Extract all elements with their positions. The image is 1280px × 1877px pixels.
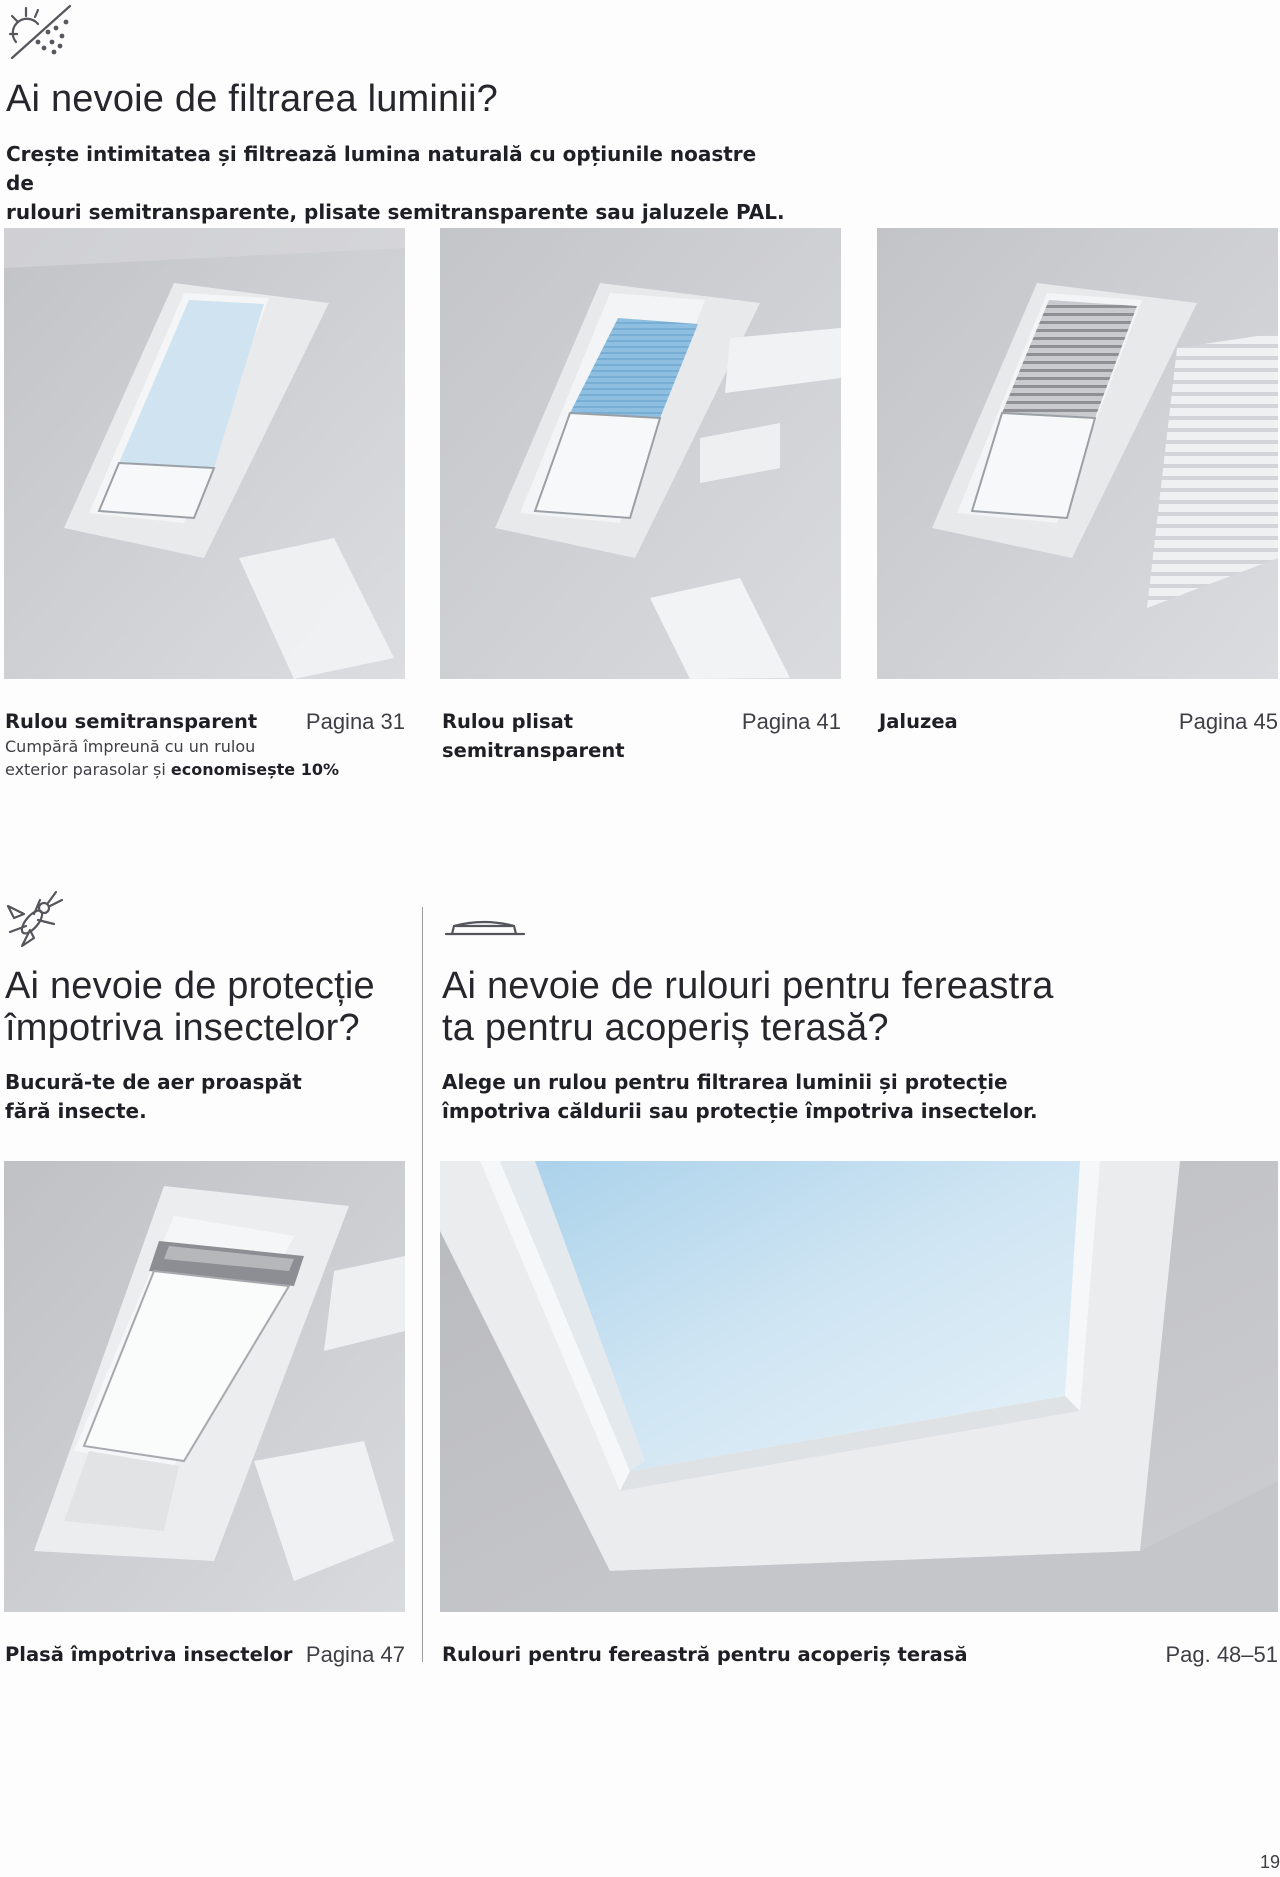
flat-roof-window-icon: [442, 912, 526, 940]
section-lead-light: Crește intimitatea și filtrează lumina naturală cu opțiunile noastre de rulouri semitransparente, plisate semitransparente sau jaluzele PAL.: [6, 142, 785, 224]
section-divider: [422, 907, 423, 1662]
section-title-insects: Ai nevoie de protecție împotriva insectelor?: [5, 965, 375, 1049]
page-ref-roller-blind[interactable]: Pagina 31: [305, 709, 405, 734]
product-name-roller-blind[interactable]: Rulou semitransparent: [5, 710, 258, 733]
insect-icon: [4, 888, 64, 950]
section-lead-insects: Bucură-te de aer proaspăt fără insecte.: [5, 1070, 302, 1123]
product-name-insect-screen[interactable]: Plasă împotriva insectelor: [5, 1643, 293, 1666]
product-name-pleated-blind[interactable]: Rulou plisat semitransparent: [442, 710, 625, 762]
page-ref-flat-roof-blinds[interactable]: Pag. 48–51: [1165, 1642, 1278, 1667]
photo-roller-blind: [4, 228, 405, 679]
photo-venetian-blind: [877, 228, 1278, 679]
product-name-venetian-blind[interactable]: Jaluzea: [879, 710, 958, 733]
sun-filter-icon: [8, 2, 72, 62]
page-ref-pleated-blind[interactable]: Pagina 41: [741, 709, 841, 734]
page-ref-insect-screen[interactable]: Pagina 47: [305, 1642, 405, 1667]
photo-insect-screen: [4, 1161, 405, 1612]
section-title-flat-roof: Ai nevoie de rulouri pentru fereastra ta pentru acoperiș terasă?: [442, 965, 1054, 1049]
photo-pleated-blind: [440, 228, 841, 679]
product-name-flat-roof-blinds[interactable]: Rulouri pentru fereastră pentru acoperiș terasă: [442, 1643, 968, 1666]
page-number: 19: [1259, 1852, 1280, 1872]
page-ref-venetian-blind[interactable]: Pagina 45: [1178, 709, 1278, 734]
photo-flat-roof-window: [440, 1161, 1278, 1612]
section-title-light: Ai nevoie de filtrarea luminii?: [6, 78, 498, 120]
section-lead-flat-roof: Alege un rulou pentru filtrarea luminii și protecție împotriva căldurii sau protecție împotriva insectelor.: [442, 1070, 1038, 1123]
discount-highlight: economisește 10%: [170, 760, 340, 779]
roller-blind-note: Cumpără împreună cu un rulou exterior parasolar și economisește 10%: [5, 737, 340, 779]
